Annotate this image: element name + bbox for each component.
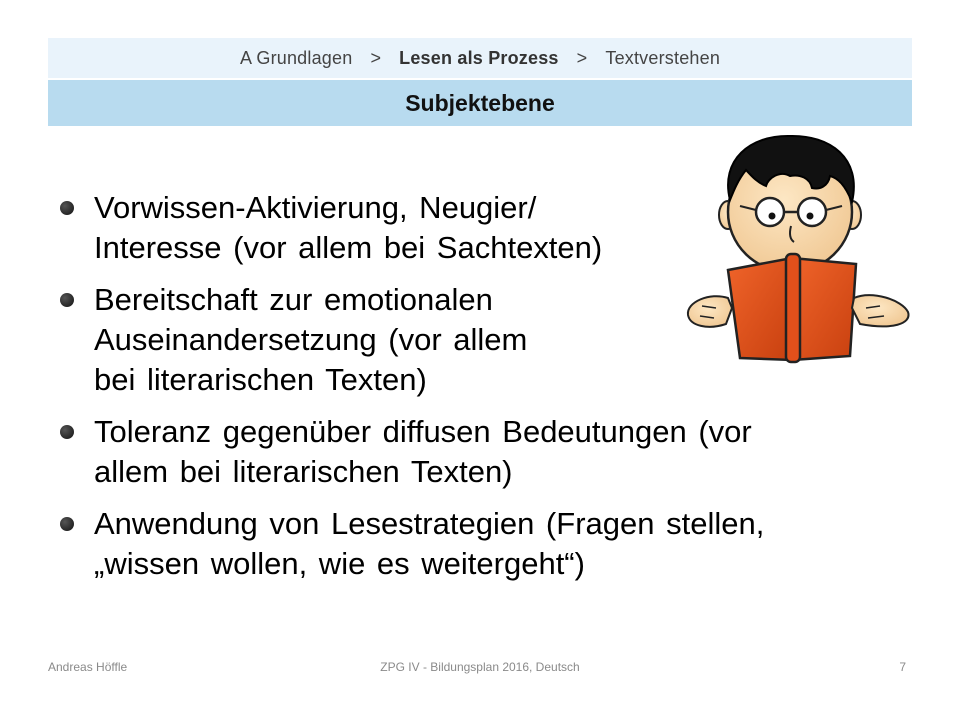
bullet-line: Auseinandersetzung (vor allem xyxy=(94,322,528,357)
bullet-item xyxy=(60,412,900,492)
bullet-dot-icon xyxy=(60,517,74,531)
bullet-line: Toleranz gegenüber diffusen Bedeutungen (vor xyxy=(94,414,752,449)
bullet-line: allem bei literarischen Texten) xyxy=(94,454,513,489)
breadcrumb-separator: > xyxy=(370,47,382,68)
bullet-line: Anwendung von Lesestrategien (Fragen stellen, xyxy=(94,506,765,541)
bullet-dot-icon xyxy=(60,293,74,307)
slide-title: Subjektebene xyxy=(48,80,912,126)
bullet-line: Bereitschaft zur emotionalen xyxy=(94,282,493,317)
bullet-line: Interesse (vor allem bei Sachtexten) xyxy=(94,230,603,265)
footer-author: Andreas Höffle xyxy=(48,660,128,674)
bullet-item xyxy=(60,504,900,584)
breadcrumb xyxy=(48,38,912,78)
reading-person-icon xyxy=(680,130,915,365)
reading-person-svg xyxy=(680,130,915,365)
bullet-line: bei literarischen Texten) xyxy=(94,362,427,397)
footer-source: ZPG IV - Bildungsplan 2016, Deutsch xyxy=(380,660,580,674)
footer xyxy=(0,660,960,680)
breadcrumb-item-textverstehen[interactable]: Textverstehen xyxy=(605,47,721,68)
bullet-line: „wissen wollen, wie es weitergeht“) xyxy=(94,546,585,581)
breadcrumb-item-grundlagen[interactable]: A Grundlagen xyxy=(239,47,353,68)
bullet-dot-icon xyxy=(60,201,74,215)
bullet-dot-icon xyxy=(60,425,74,439)
bullet-line: Vorwissen-Aktivierung, Neugier/ xyxy=(94,190,537,225)
breadcrumb-item-lesen-als-prozess[interactable]: Lesen als Prozess xyxy=(399,47,559,68)
breadcrumb-separator: > xyxy=(576,47,588,68)
page-number: 7 xyxy=(899,660,906,674)
